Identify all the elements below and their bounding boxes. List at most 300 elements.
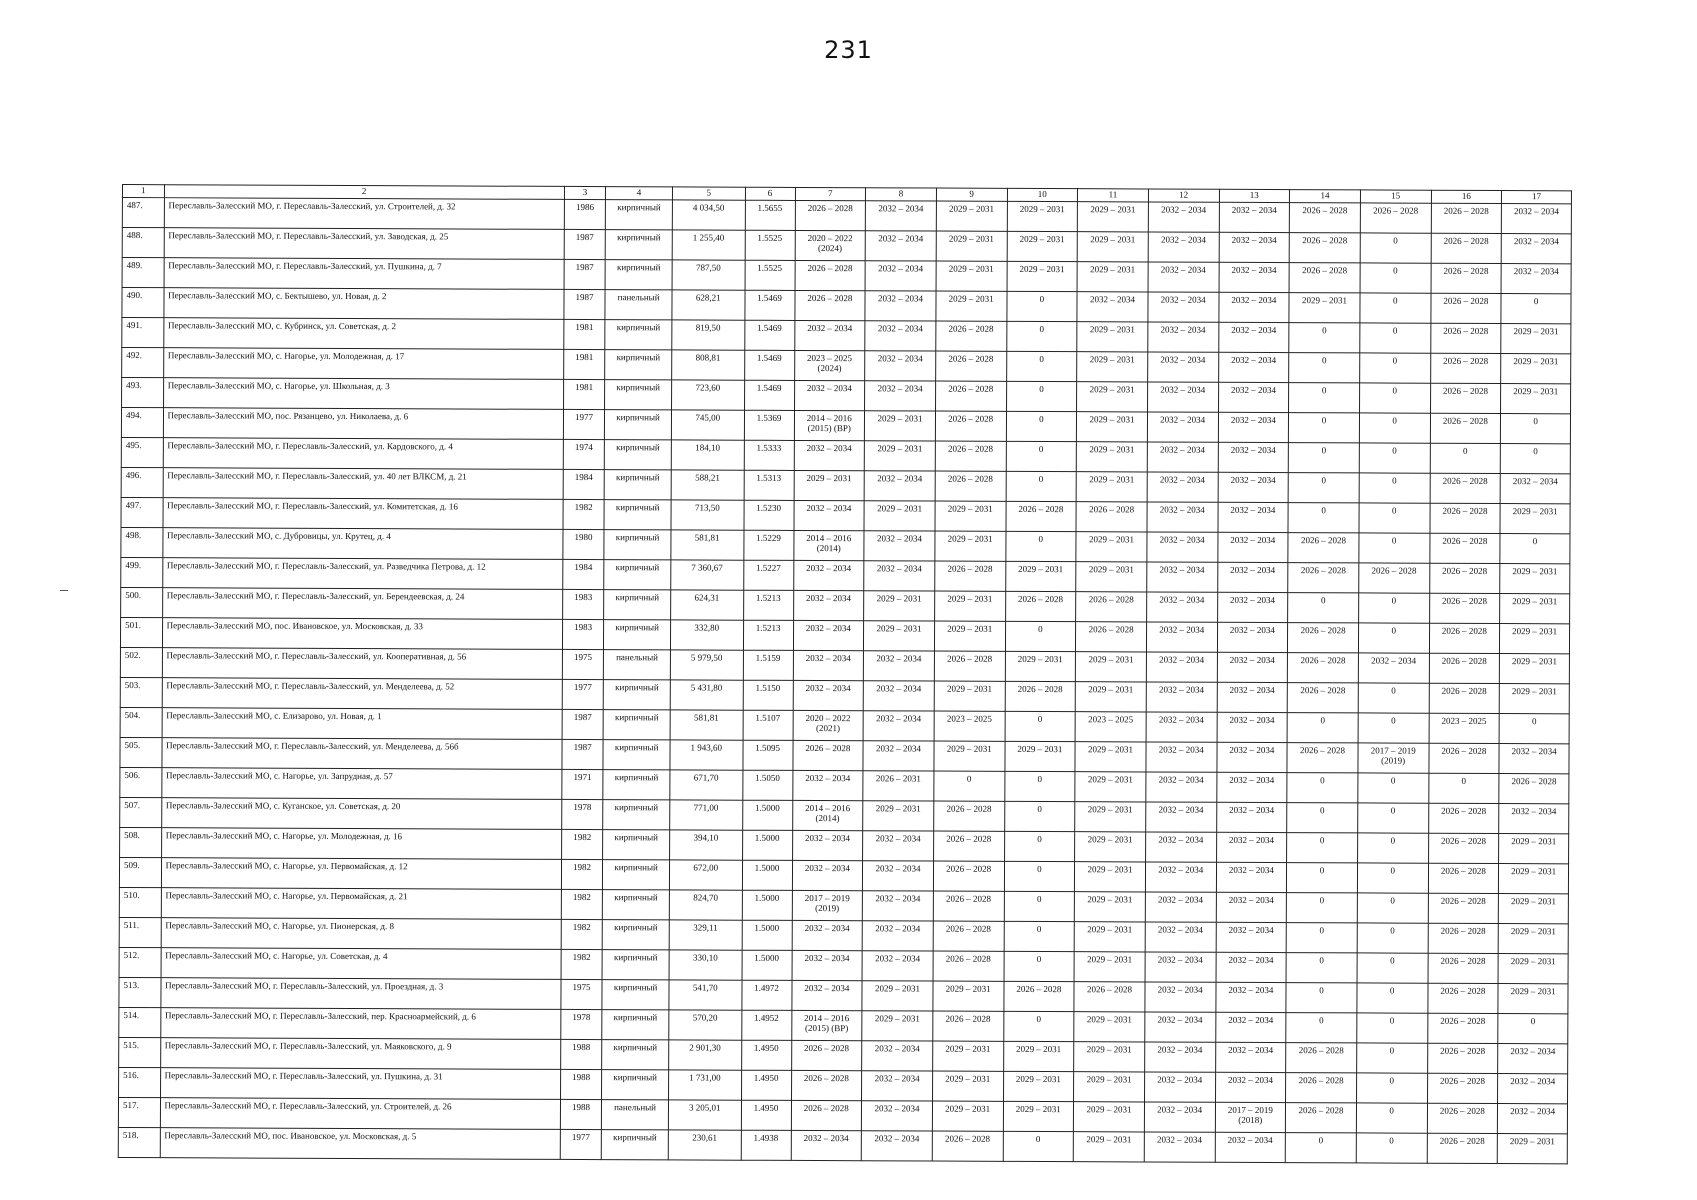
column-header-13: 13 — [1219, 189, 1290, 202]
wall-material-cell: кирпичный — [605, 380, 672, 410]
area-cell: 672,00 — [669, 860, 742, 890]
coefficient-cell: 1.5469 — [744, 380, 794, 410]
area-cell: 628,21 — [672, 290, 745, 320]
coefficient-cell: 1.5333 — [744, 440, 794, 470]
period-col-13-cell: 2032 – 2034 — [1217, 622, 1288, 652]
period-col-11-cell: 2029 – 2031 — [1075, 802, 1146, 832]
period-col-7-cell: 2032 – 2034 — [791, 1130, 862, 1160]
margin-mark — [60, 590, 68, 591]
year-built-cell: 1983 — [562, 589, 604, 619]
column-header-8: 8 — [866, 188, 937, 201]
coefficient-cell: 1.4950 — [741, 1070, 791, 1100]
area-cell: 671,70 — [670, 770, 743, 800]
year-built-cell: 1987 — [564, 259, 606, 289]
year-built-cell: 1982 — [561, 919, 603, 949]
period-col-10-cell: 2029 – 2031 — [1003, 1101, 1074, 1131]
period-col-16-cell: 2026 – 2028 — [1431, 263, 1502, 293]
wall-material-cell: кирпичный — [604, 500, 671, 530]
period-col-9-cell: 2029 – 2031 — [934, 681, 1005, 711]
period-col-12-cell: 2032 – 2034 — [1148, 292, 1219, 322]
period-col-17-cell: 2032 – 2034 — [1498, 1074, 1568, 1104]
period-col-14-cell: 2029 – 2031 — [1289, 293, 1360, 323]
year-built-cell: 1971 — [562, 769, 604, 799]
row-number-cell: 496. — [121, 467, 163, 497]
period-col-16-cell: 2026 – 2028 — [1427, 1043, 1498, 1073]
address-cell: Переславль-Залесский МО, г. Переславль-Залесский, ул. Комитетская, д. 16 — [163, 498, 563, 530]
coefficient-cell: 1.4950 — [741, 1040, 791, 1070]
wall-material-cell: кирпичный — [605, 320, 672, 350]
address-cell: Переславль-Залесский МО, г. Переславль-Залесский, ул. Маяковского, д. 9 — [160, 1038, 560, 1070]
period-col-8-cell: 2032 – 2034 — [862, 891, 933, 921]
period-col-8-cell: 2032 – 2034 — [864, 561, 935, 591]
wall-material-cell: кирпичный — [605, 350, 672, 380]
period-col-11-cell: 2026 – 2028 — [1076, 622, 1147, 652]
period-col-11-cell: 2029 – 2031 — [1074, 892, 1145, 922]
period-col-10-cell: 2029 – 2031 — [1003, 1041, 1074, 1071]
period-col-17-cell: 2029 – 2031 — [1500, 654, 1570, 684]
period-col-10-cell: 2029 – 2031 — [1007, 261, 1078, 291]
period-col-12-cell: 2032 – 2034 — [1147, 412, 1218, 442]
area-cell: 819,50 — [672, 320, 745, 350]
period-col-12-cell: 2032 – 2034 — [1148, 322, 1219, 352]
period-col-8-cell: 2032 – 2034 — [865, 351, 936, 381]
year-built-cell: 1977 — [563, 409, 605, 439]
period-col-12-cell: 2032 – 2034 — [1147, 472, 1218, 502]
period-col-8-cell: 2029 – 2031 — [864, 441, 935, 471]
period-col-16-cell: 2026 – 2028 — [1429, 563, 1500, 593]
period-col-10-cell: 0 — [1005, 711, 1076, 741]
coefficient-cell: 1.5230 — [744, 500, 794, 530]
area-cell: 230,61 — [668, 1130, 741, 1160]
address-cell: Переславль-Залесский МО, г. Переславль-Залесский, ул. Пушкина, д. 31 — [160, 1068, 560, 1100]
row-number-cell: 488. — [122, 228, 164, 258]
period-col-10-cell: 0 — [1006, 321, 1077, 351]
period-col-11-cell: 2029 – 2031 — [1076, 532, 1147, 562]
year-built-cell: 1977 — [562, 679, 604, 709]
period-col-10-cell: 2029 – 2031 — [1003, 1071, 1074, 1101]
period-col-11-cell: 2029 – 2031 — [1075, 772, 1146, 802]
period-col-8-cell: 2032 – 2034 — [864, 651, 935, 681]
period-col-13-cell: 2032 – 2034 — [1216, 832, 1287, 862]
period-col-9-cell: 2026 – 2028 — [936, 321, 1007, 351]
period-col-17-cell: 2029 – 2031 — [1501, 354, 1571, 384]
coefficient-cell: 1.5000 — [742, 920, 792, 950]
table-body — [118, 198, 1571, 1164]
address-cell: Переславль-Залесский МО, пос. Ивановское, ул. Московская, д. 5 — [160, 1128, 560, 1160]
period-col-14-cell: 2026 – 2028 — [1289, 263, 1360, 293]
area-cell: 394,10 — [669, 830, 742, 860]
period-col-12-cell: 2032 – 2034 — [1145, 982, 1216, 1012]
coefficient-cell: 1.5000 — [742, 830, 792, 860]
period-col-7-cell: 2032 – 2034 — [792, 830, 863, 860]
year-built-cell: 1982 — [561, 949, 603, 979]
period-col-14-cell: 2026 – 2028 — [1286, 1103, 1357, 1133]
table-row — [118, 1127, 1567, 1163]
period-col-17-cell: 0 — [1500, 534, 1570, 564]
period-col-11-cell: 2029 – 2031 — [1074, 922, 1145, 952]
period-col-16-cell: 2023 – 2025 — [1429, 713, 1500, 743]
period-col-15-cell: 0 — [1358, 803, 1429, 833]
period-col-8-cell: 2032 – 2034 — [865, 321, 936, 351]
area-cell: 2 901,30 — [668, 1040, 741, 1070]
period-col-14-cell: 0 — [1288, 593, 1359, 623]
period-col-14-cell: 0 — [1286, 893, 1357, 923]
period-col-17-cell: 0 — [1500, 444, 1570, 474]
row-number-cell: 509. — [119, 857, 161, 887]
column-header-3: 3 — [564, 186, 606, 199]
period-col-13-cell: 2032 – 2034 — [1216, 952, 1287, 982]
period-col-10-cell: 0 — [1006, 381, 1077, 411]
period-col-7-cell: 2026 – 2028 — [791, 1040, 862, 1070]
period-col-16-cell: 2026 – 2028 — [1429, 593, 1500, 623]
period-col-8-cell: 2032 – 2034 — [865, 201, 936, 231]
period-col-10-cell: 0 — [1006, 351, 1077, 381]
period-col-9-cell: 2029 – 2031 — [936, 291, 1007, 321]
period-col-14-cell: 2026 – 2028 — [1289, 233, 1360, 263]
period-col-8-cell: 2032 – 2034 — [863, 861, 934, 891]
period-col-13-cell: 2032 – 2034 — [1216, 742, 1287, 772]
period-col-8-cell: 2029 – 2031 — [865, 411, 936, 441]
area-cell: 624,31 — [670, 590, 743, 620]
coefficient-cell: 1.5095 — [743, 740, 793, 770]
period-col-8-cell: 2032 – 2034 — [862, 951, 933, 981]
period-col-9-cell: 2023 – 2025 — [934, 711, 1005, 741]
period-col-9-cell: 2026 – 2028 — [935, 441, 1006, 471]
coefficient-cell: 1.5369 — [744, 410, 794, 440]
period-col-11-cell: 2029 – 2031 — [1075, 862, 1146, 892]
period-col-12-cell: 2032 – 2034 — [1144, 1132, 1215, 1162]
column-header-14: 14 — [1290, 190, 1361, 203]
row-number-cell: 511. — [119, 917, 161, 947]
period-col-17-cell: 2029 – 2031 — [1499, 684, 1569, 714]
period-col-12-cell: 2032 – 2034 — [1147, 562, 1218, 592]
area-cell: 5 431,80 — [670, 680, 743, 710]
year-built-cell: 1974 — [563, 439, 605, 469]
period-col-7-cell: 2020 – 2022 (2021) — [793, 710, 864, 740]
address-cell: Переславль-Залесский МО, г. Переславль-Залесский, ул. Кардовского, д. 4 — [163, 438, 563, 470]
period-col-14-cell: 2026 – 2028 — [1287, 683, 1358, 713]
address-cell: Переславль-Залесский МО, с. Бектышево, ул. Новая, д. 2 — [163, 288, 563, 320]
row-number-cell: 506. — [120, 767, 162, 797]
period-col-11-cell: 2029 – 2031 — [1075, 682, 1146, 712]
period-col-9-cell: 2029 – 2031 — [936, 261, 1007, 291]
period-col-9-cell: 0 — [934, 771, 1005, 801]
wall-material-cell: кирпичный — [606, 200, 673, 230]
area-cell: 570,20 — [669, 1010, 742, 1040]
row-number-cell: 490. — [122, 288, 164, 318]
column-header-16: 16 — [1431, 190, 1502, 203]
address-cell: Переславль-Залесский МО, г. Переславль-Залесский, ул. Строителей, д. 32 — [164, 198, 564, 230]
period-col-8-cell: 2029 – 2031 — [864, 501, 935, 531]
address-cell: Переславль-Залесский МО, с. Дубровицы, ул. Крутец, д. 4 — [162, 528, 562, 560]
area-cell: 1 255,40 — [672, 230, 745, 260]
wall-material-cell: кирпичный — [603, 920, 670, 950]
period-col-12-cell: 2032 – 2034 — [1146, 742, 1217, 772]
period-col-16-cell: 2026 – 2028 — [1428, 953, 1499, 983]
period-col-17-cell: 2029 – 2031 — [1498, 924, 1568, 954]
period-col-14-cell: 2026 – 2028 — [1288, 533, 1359, 563]
wall-material-cell: кирпичный — [602, 1130, 669, 1160]
address-cell: Переславль-Залесский МО, с. Нагорье, ул. Запрудная, д. 57 — [161, 768, 561, 800]
period-col-10-cell: 2029 – 2031 — [1007, 231, 1078, 261]
period-col-13-cell: 2032 – 2034 — [1217, 682, 1288, 712]
period-col-11-cell: 2026 – 2028 — [1076, 592, 1147, 622]
period-col-13-cell: 2032 – 2034 — [1219, 232, 1290, 262]
row-number-cell: 516. — [119, 1067, 161, 1097]
period-col-9-cell: 2029 – 2031 — [936, 201, 1007, 231]
period-col-14-cell: 0 — [1287, 713, 1358, 743]
period-col-9-cell: 2029 – 2031 — [935, 531, 1006, 561]
wall-material-cell: кирпичный — [605, 410, 672, 440]
period-col-8-cell: 2032 – 2034 — [862, 1101, 933, 1131]
period-col-12-cell: 2032 – 2034 — [1145, 832, 1216, 862]
period-col-9-cell: 2029 – 2031 — [932, 1041, 1003, 1071]
period-col-16-cell: 0 — [1430, 443, 1501, 473]
period-col-9-cell: 2029 – 2031 — [934, 621, 1005, 651]
period-col-10-cell: 0 — [1005, 621, 1076, 651]
address-cell: Переславль-Залесский МО, г. Переславль-Залесский, ул. Заводская, д. 25 — [164, 228, 564, 260]
coefficient-cell: 1.5469 — [744, 350, 794, 380]
period-col-17-cell: 2032 – 2034 — [1499, 744, 1569, 774]
period-col-10-cell: 0 — [1004, 771, 1075, 801]
period-col-16-cell: 2026 – 2028 — [1429, 653, 1500, 683]
wall-material-cell: кирпичный — [604, 590, 671, 620]
period-col-15-cell: 0 — [1357, 923, 1428, 953]
period-col-14-cell: 0 — [1289, 353, 1360, 383]
coefficient-cell: 1.5655 — [745, 200, 795, 230]
wall-material-cell: панельный — [602, 1100, 669, 1130]
period-col-15-cell: 0 — [1356, 1133, 1427, 1163]
wall-material-cell: кирпичный — [602, 1070, 669, 1100]
period-col-14-cell: 2026 – 2028 — [1286, 1073, 1357, 1103]
period-col-9-cell: 2026 – 2028 — [933, 861, 1004, 891]
period-col-8-cell: 2032 – 2034 — [861, 1131, 932, 1161]
period-col-8-cell: 2029 – 2031 — [864, 621, 935, 651]
period-col-13-cell: 2032 – 2034 — [1217, 562, 1288, 592]
period-col-14-cell: 0 — [1288, 503, 1359, 533]
period-col-12-cell: 2032 – 2034 — [1146, 592, 1217, 622]
period-col-10-cell: 0 — [1006, 411, 1077, 441]
period-col-17-cell: 0 — [1501, 414, 1571, 444]
area-cell: 824,70 — [669, 890, 742, 920]
area-cell: 581,81 — [670, 710, 743, 740]
period-col-12-cell: 2032 – 2034 — [1146, 622, 1217, 652]
period-col-13-cell: 2032 – 2034 — [1217, 532, 1288, 562]
year-built-cell: 1984 — [563, 469, 605, 499]
period-col-10-cell: 0 — [1004, 861, 1075, 891]
period-col-11-cell: 2026 – 2028 — [1074, 982, 1145, 1012]
address-cell: Переславль-Залесский МО, с. Нагорье, ул. Советская, д. 4 — [161, 948, 561, 980]
area-cell: 184,10 — [671, 440, 744, 470]
wall-material-cell: кирпичный — [602, 1010, 669, 1040]
period-col-16-cell: 0 — [1428, 773, 1499, 803]
period-col-12-cell: 2032 – 2034 — [1146, 712, 1217, 742]
row-number-cell: 498. — [121, 527, 163, 557]
period-col-12-cell: 2032 – 2034 — [1148, 262, 1219, 292]
column-header-15: 15 — [1360, 190, 1431, 203]
period-col-17-cell: 2029 – 2031 — [1500, 624, 1570, 654]
row-number-cell: 504. — [120, 707, 162, 737]
period-col-10-cell: 0 — [1006, 291, 1077, 321]
period-col-10-cell: 2029 – 2031 — [1005, 561, 1076, 591]
year-built-cell: 1982 — [561, 859, 603, 889]
period-col-13-cell: 2032 – 2034 — [1218, 442, 1289, 472]
period-col-16-cell: 2026 – 2028 — [1429, 623, 1500, 653]
period-col-12-cell: 2032 – 2034 — [1146, 802, 1217, 832]
period-col-13-cell: 2032 – 2034 — [1217, 712, 1288, 742]
row-number-cell: 517. — [118, 1097, 160, 1127]
period-col-14-cell: 2026 – 2028 — [1288, 653, 1359, 683]
column-header-5: 5 — [672, 187, 745, 200]
period-col-10-cell: 0 — [1004, 891, 1075, 921]
period-col-9-cell: 2026 – 2028 — [932, 1131, 1003, 1161]
period-col-17-cell: 2029 – 2031 — [1499, 834, 1569, 864]
period-col-12-cell: 2032 – 2034 — [1145, 1012, 1216, 1042]
period-col-10-cell: 2029 – 2031 — [1004, 741, 1075, 771]
period-col-16-cell: 2026 – 2028 — [1430, 323, 1501, 353]
wall-material-cell: панельный — [604, 650, 671, 680]
year-built-cell: 1984 — [563, 559, 605, 589]
period-col-13-cell: 2032 – 2034 — [1215, 982, 1286, 1012]
period-col-7-cell: 2026 – 2028 — [792, 740, 863, 770]
period-col-10-cell: 0 — [1004, 831, 1075, 861]
period-col-15-cell: 0 — [1357, 863, 1428, 893]
period-col-15-cell: 0 — [1358, 713, 1429, 743]
period-col-17-cell: 2029 – 2031 — [1497, 1134, 1567, 1164]
period-col-11-cell: 2029 – 2031 — [1077, 322, 1148, 352]
year-built-cell: 1982 — [561, 889, 603, 919]
period-col-9-cell: 2029 – 2031 — [932, 1071, 1003, 1101]
column-header-6: 6 — [745, 187, 795, 200]
period-col-12-cell: 2032 – 2034 — [1148, 202, 1219, 232]
period-col-15-cell: 0 — [1359, 443, 1430, 473]
period-col-14-cell: 0 — [1286, 923, 1357, 953]
period-col-10-cell: 0 — [1006, 441, 1077, 471]
year-built-cell: 1987 — [562, 709, 604, 739]
wall-material-cell: кирпичный — [603, 830, 670, 860]
period-col-9-cell: 2029 – 2031 — [932, 1101, 1003, 1131]
row-number-cell: 489. — [122, 258, 164, 288]
period-col-12-cell: 2032 – 2034 — [1146, 652, 1217, 682]
year-built-cell: 1986 — [564, 199, 606, 229]
coefficient-cell: 1.5213 — [743, 590, 793, 620]
address-cell: Переславль-Залесский МО, г. Переславль-Залесский, ул. Проездная, д. 3 — [160, 978, 560, 1010]
period-col-14-cell: 2026 – 2028 — [1288, 563, 1359, 593]
period-col-7-cell: 2032 – 2034 — [792, 950, 863, 980]
period-col-12-cell: 2032 – 2034 — [1147, 382, 1218, 412]
row-number-cell: 503. — [120, 677, 162, 707]
coefficient-cell: 1.5229 — [743, 530, 793, 560]
year-built-cell: 1988 — [560, 1099, 602, 1129]
area-cell: 5 979,50 — [670, 650, 743, 680]
period-col-10-cell: 0 — [1004, 921, 1075, 951]
wall-material-cell: кирпичный — [602, 980, 669, 1010]
period-col-15-cell: 0 — [1359, 413, 1430, 443]
period-col-10-cell: 2026 – 2028 — [1005, 681, 1076, 711]
row-number-cell: 502. — [120, 647, 162, 677]
period-col-13-cell: 2032 – 2034 — [1216, 922, 1287, 952]
period-col-16-cell: 2026 – 2028 — [1429, 533, 1500, 563]
period-col-13-cell: 2032 – 2034 — [1218, 412, 1289, 442]
period-col-8-cell: 2032 – 2034 — [862, 1071, 933, 1101]
coefficient-cell: 1.5000 — [742, 950, 792, 980]
period-col-7-cell: 2032 – 2034 — [794, 440, 865, 470]
period-col-11-cell: 2029 – 2031 — [1074, 1012, 1145, 1042]
period-col-16-cell: 2026 – 2028 — [1428, 923, 1499, 953]
column-header-4: 4 — [606, 187, 673, 200]
period-col-15-cell: 0 — [1357, 983, 1428, 1013]
period-col-16-cell: 2026 – 2028 — [1430, 503, 1501, 533]
year-built-cell: 1987 — [564, 229, 606, 259]
period-col-14-cell: 0 — [1286, 1013, 1357, 1043]
period-col-16-cell: 2026 – 2028 — [1427, 1103, 1498, 1133]
period-col-12-cell: 2032 – 2034 — [1144, 1042, 1215, 1072]
year-built-cell: 1975 — [562, 649, 604, 679]
wall-material-cell: кирпичный — [603, 740, 670, 770]
period-col-15-cell: 0 — [1357, 953, 1428, 983]
period-col-15-cell: 0 — [1358, 773, 1429, 803]
row-number-cell: 508. — [120, 827, 162, 857]
area-cell: 723,60 — [671, 380, 744, 410]
row-number-cell: 507. — [120, 797, 162, 827]
period-col-10-cell: 0 — [1003, 1011, 1074, 1041]
coefficient-cell: 1.5000 — [742, 890, 792, 920]
period-col-15-cell: 2032 – 2034 — [1358, 653, 1429, 683]
period-col-16-cell: 2026 – 2028 — [1427, 1073, 1498, 1103]
address-cell: Переславль-Залесский МО, г. Переславль-Залесский, ул. Разведчика Петрова, д. 12 — [162, 558, 562, 590]
period-col-8-cell: 2029 – 2031 — [864, 591, 935, 621]
period-col-16-cell: 2026 – 2028 — [1427, 983, 1498, 1013]
area-cell: 713,50 — [671, 500, 744, 530]
period-col-15-cell: 0 — [1358, 593, 1429, 623]
row-number-cell: 510. — [119, 887, 161, 917]
address-cell: Переславль-Залесский МО, с. Куганское, ул. Советская, д. 20 — [161, 798, 561, 830]
coefficient-cell: 1.4952 — [741, 1010, 791, 1040]
period-col-13-cell: 2032 – 2034 — [1217, 592, 1288, 622]
year-built-cell: 1982 — [561, 829, 603, 859]
period-col-12-cell: 2032 – 2034 — [1147, 442, 1218, 472]
period-col-11-cell: 2029 – 2031 — [1074, 1042, 1145, 1072]
period-col-7-cell: 2032 – 2034 — [793, 590, 864, 620]
row-number-cell: 505. — [120, 737, 162, 767]
area-cell: 745,00 — [671, 410, 744, 440]
wall-material-cell: кирпичный — [604, 620, 671, 650]
period-col-13-cell: 2032 – 2034 — [1215, 1012, 1286, 1042]
period-col-9-cell: 2029 – 2031 — [935, 501, 1006, 531]
period-col-12-cell: 2032 – 2034 — [1145, 862, 1216, 892]
period-col-10-cell: 2029 – 2031 — [1007, 201, 1078, 231]
period-col-9-cell: 2026 – 2028 — [935, 351, 1006, 381]
period-col-15-cell: 0 — [1357, 1043, 1428, 1073]
period-col-12-cell: 2032 – 2034 — [1145, 892, 1216, 922]
period-col-13-cell: 2032 – 2034 — [1216, 892, 1287, 922]
period-col-8-cell: 2032 – 2034 — [864, 471, 935, 501]
wall-material-cell: панельный — [605, 290, 672, 320]
period-col-9-cell: 2026 – 2028 — [933, 1011, 1004, 1041]
period-col-11-cell: 2029 – 2031 — [1076, 562, 1147, 592]
period-col-13-cell: 2032 – 2034 — [1218, 322, 1289, 352]
page-number: 231 — [824, 36, 873, 64]
coefficient-cell: 1.5050 — [742, 770, 792, 800]
period-col-11-cell: 2029 – 2031 — [1077, 232, 1148, 262]
period-col-15-cell: 0 — [1358, 623, 1429, 653]
address-cell: Переславль-Залесский МО, г. Переславль-Залесский, ул. 40 лет ВЛКСМ, д. 21 — [163, 468, 563, 500]
period-col-17-cell: 2029 – 2031 — [1501, 384, 1571, 414]
row-number-cell: 515. — [119, 1037, 161, 1067]
row-number-cell: 497. — [121, 497, 163, 527]
wall-material-cell: кирпичный — [603, 890, 670, 920]
period-col-8-cell: 2026 – 2031 — [863, 771, 934, 801]
